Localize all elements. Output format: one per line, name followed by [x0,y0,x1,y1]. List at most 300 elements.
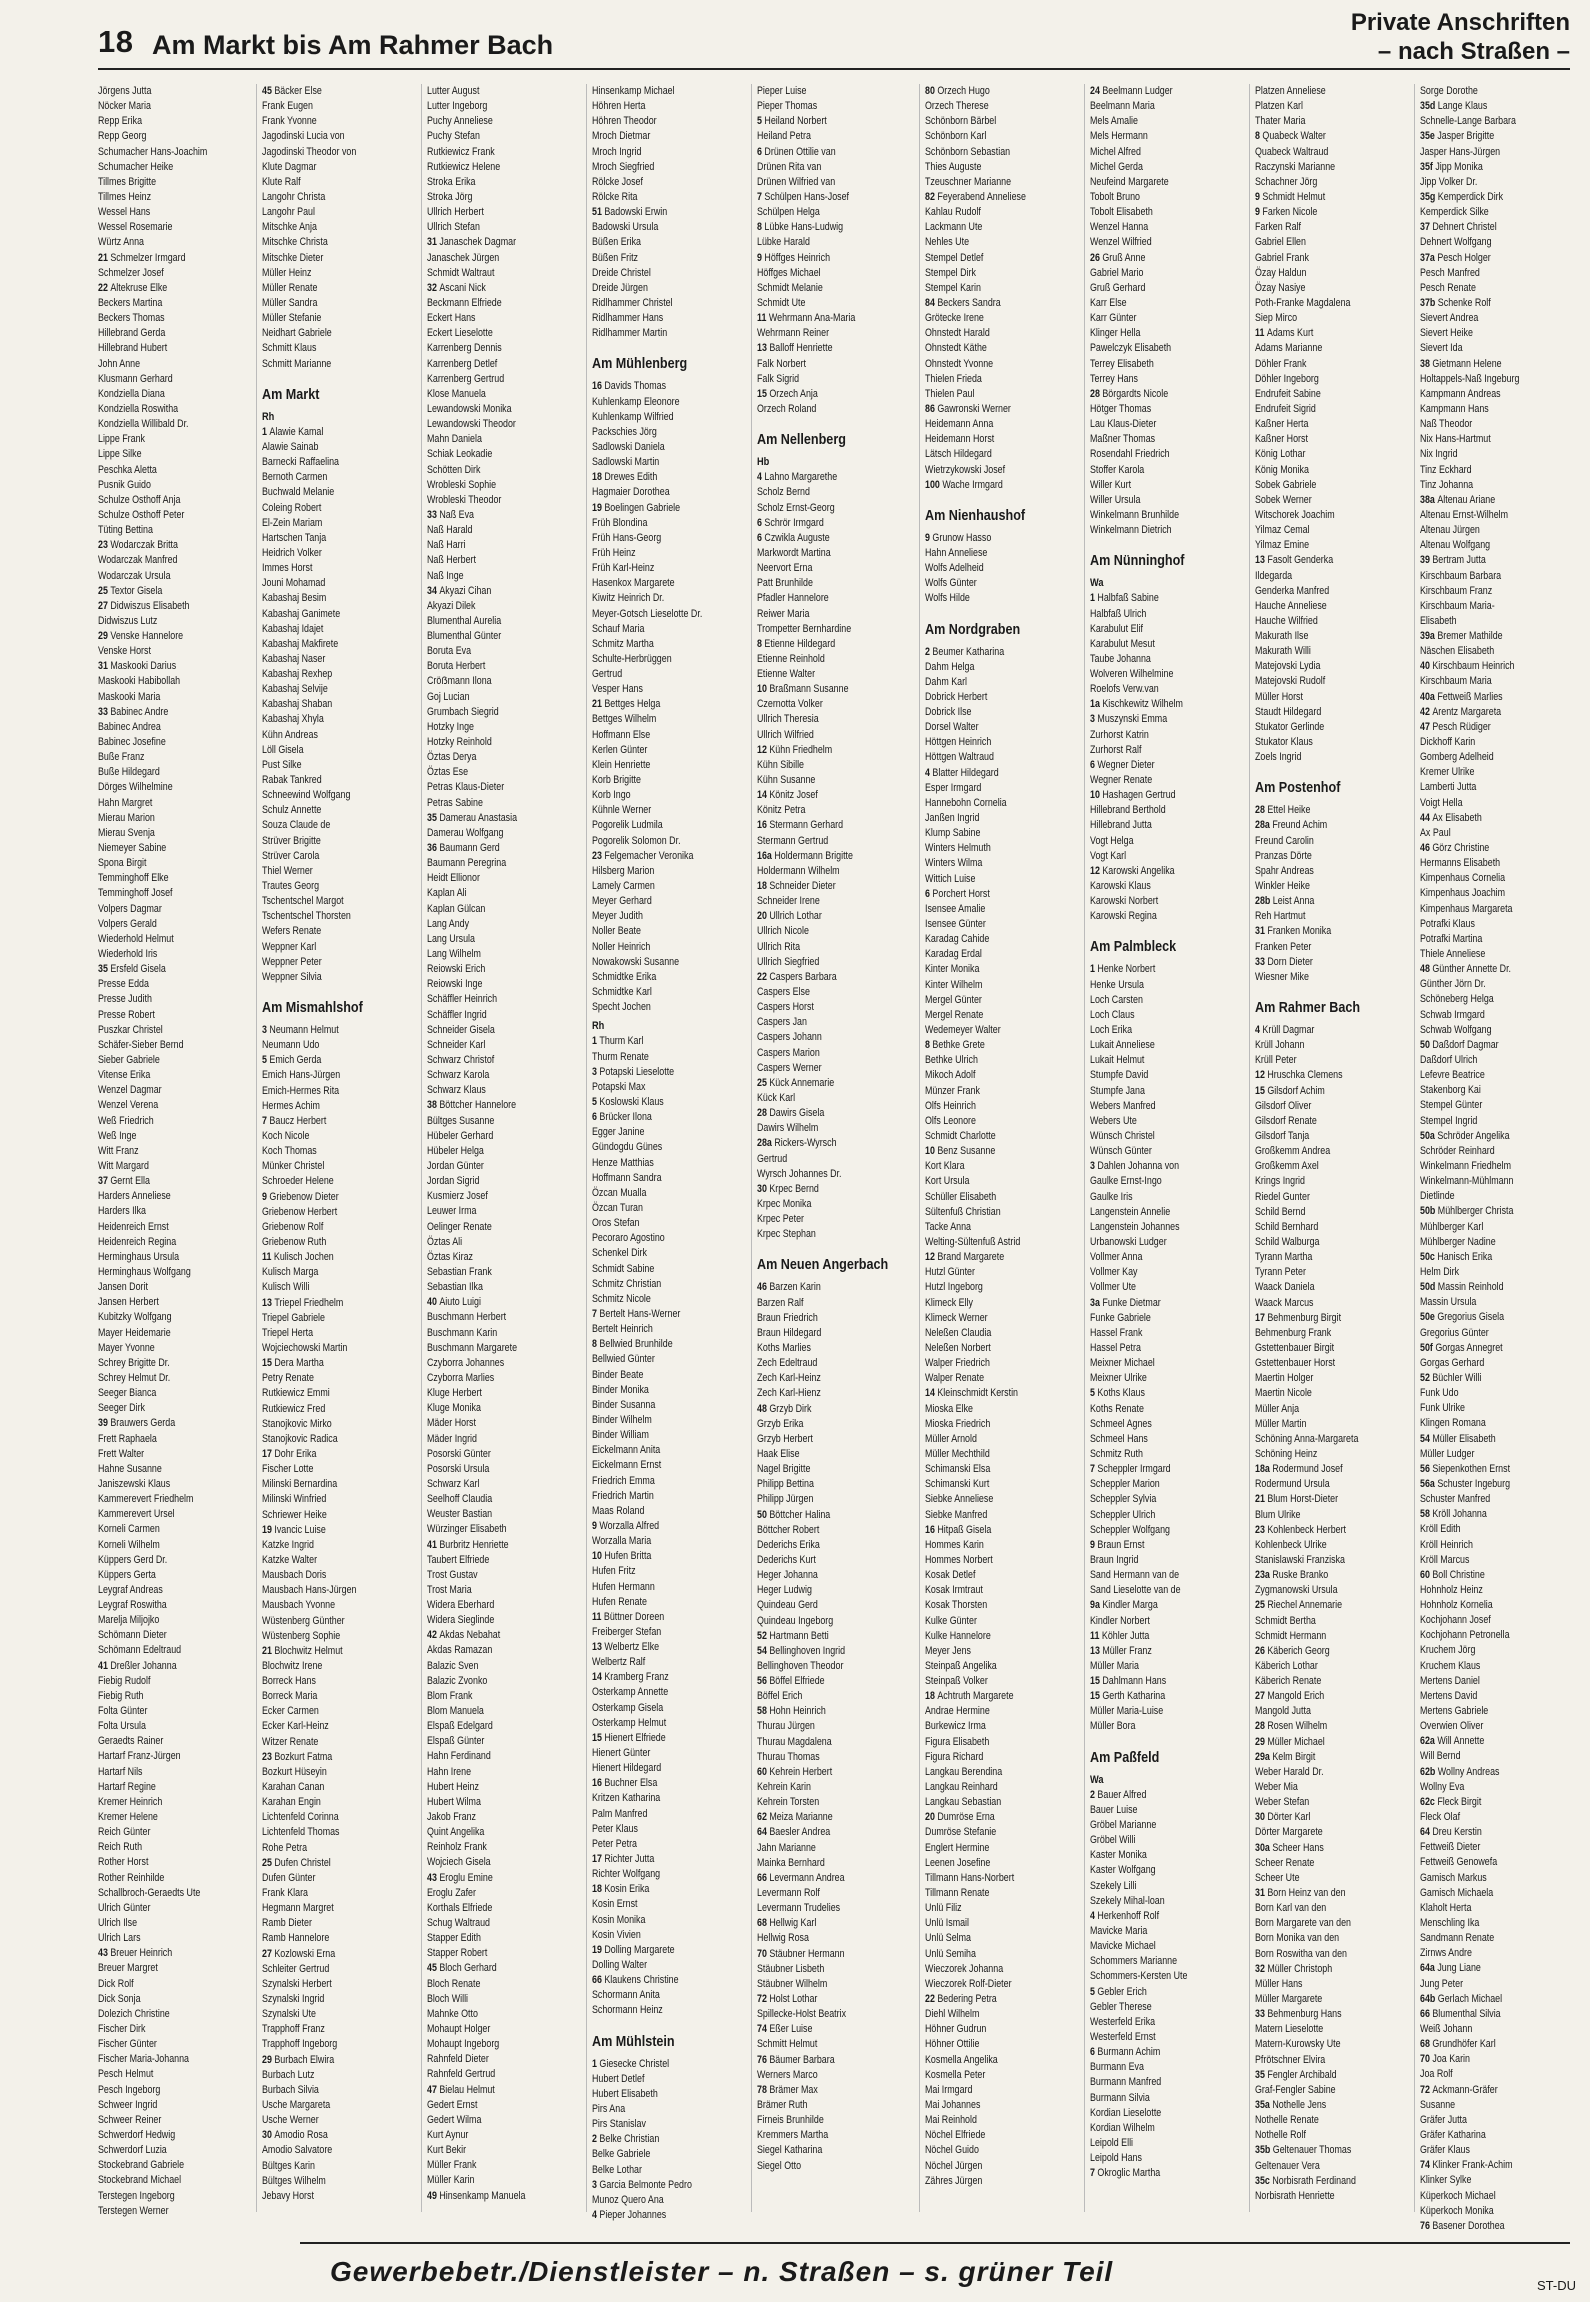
house-number: 35 [427,811,440,824]
resident-entry: Schauf Maria [592,622,645,635]
resident-entry: Schneider Gisela [427,1023,495,1036]
resident-entry: Kluge Monika [427,1402,481,1415]
house-number: 9 [592,1519,600,1532]
resident-entry [757,909,891,924]
resident-entry: Raczynski Marianne [1255,160,1336,173]
resident-entry [262,1023,396,1038]
house-number: 9 [262,1190,270,1203]
resident-name: Klinker Frank-Achim [1432,2159,1513,2172]
resident-entry: Korb Ingo [592,789,631,802]
resident-entry: Löll Gisela [262,743,304,756]
resident-entry: Schmitt Klaus [262,342,317,355]
resident-entry: Babinec Josefine [98,736,166,749]
house-number: 3 [1090,1160,1098,1173]
resident-entry: Posorski Günter [427,1447,491,1460]
resident-entry [592,1065,726,1080]
house-number: 38a [1420,493,1438,506]
resident-entry: Ullrich Theresia [757,713,819,726]
resident-entry: Kirschbaum Franz [1420,584,1493,597]
resident-name: Bellwied Brunhilde [599,1338,673,1351]
resident-entry: Nothelle Rolf [1255,2129,1306,2142]
resident-entry: Meixner Michael [1090,1357,1155,1370]
resident-entry: Funk Ulrike [1420,1402,1466,1415]
resident-entry: Folta Günter [98,1705,148,1718]
resident-name: Kirschbaum Heinrich [1432,660,1515,673]
resident-entry: Jansen Herbert [98,1296,159,1309]
resident-entry [427,811,561,826]
resident-name: Triepel Friedhelm [274,1296,344,1309]
resident-entry: Schroeder Helene [262,1175,334,1188]
resident-entry: Schönborn Sebastian [925,145,1011,158]
resident-name: Fleck Birgit [1437,1795,1482,1808]
resident-entry: Langkau Berendina [925,1765,1003,1778]
resident-entry: Freiberger Stefan [592,1625,662,1638]
house-number: 6 [757,531,765,544]
resident-entry [757,531,891,546]
house-number: 33 [98,705,111,718]
resident-entry: Schug Waltraud [427,1917,490,1930]
house-number: 49 [427,2189,440,2202]
resident-entry: Sebastian Ilka [427,1281,483,1294]
resident-entry [1255,326,1389,341]
resident-entry: Borreck Hans [262,1675,316,1688]
resident-entry: Günther Jörn Dr. [1420,978,1486,991]
house-number: 31 [427,236,440,249]
resident-entry: Tobolt Elisabeth [1090,206,1153,219]
resident-entry: Kritzen Katharina [592,1792,661,1805]
house-number: 68 [1420,2038,1433,2051]
resident-entry: Rölcke Josef [592,175,643,188]
resident-entry: Büßen Erika [592,236,641,249]
resident-entry: Dick Rolf [98,1977,134,1990]
house-number: 56 [757,1675,770,1688]
resident-entry [757,788,891,803]
resident-entry: Lätsch Hildegard [925,448,992,461]
house-number: 2 [592,2133,600,2146]
house-number: 21 [1255,1493,1268,1506]
resident-name: Funke Dietmar [1102,1296,1161,1309]
resident-entry: Westerfeld Erika [1090,2015,1156,2028]
resident-entry: Kaster Monika [1090,1849,1147,1862]
resident-name: Braun Ernst [1097,1538,1145,1551]
resident-entry: Heidt Ellionor [427,872,480,885]
resident-entry [262,1053,396,1068]
resident-entry: Wrobleski Theodor [427,493,502,506]
resident-name: Feyerabend Anneliese [937,190,1026,203]
resident-entry: Buße Franz [98,751,145,764]
resident-entry [1090,1538,1224,1553]
resident-entry: Englert Hermine [925,1841,990,1854]
house-number: 58 [757,1705,770,1718]
resident-entry: Webers Ute [1090,1114,1137,1127]
resident-entry: Dufen Günter [262,1871,316,1884]
resident-name: Krüll Dagmar [1262,1024,1315,1037]
house-number: 1 [592,1035,600,1048]
house-number: 41 [98,1659,111,1672]
resident-entry: Philipp Jürgen [757,1493,814,1506]
resident-entry: Egger Janine [592,1126,645,1139]
street-heading: Am Markt [262,385,320,403]
house-number: 39 [98,1417,111,1430]
house-number: 60 [1420,1568,1433,1581]
resident-entry: Wenzel Verena [98,1099,159,1112]
resident-entry: Menschling Ika [1420,1917,1480,1930]
resident-entry: Rutkiewicz Helene [427,160,501,173]
resident-name: Bremer Mathilde [1437,630,1503,643]
resident-name: Klaukens Christine [604,1974,679,1987]
resident-name: Behmenburg Hans [1267,2008,1342,2021]
resident-entry: Holdermann Wilhelm [757,864,840,877]
resident-entry: Leipold Hans [1090,2152,1142,2165]
resident-entry: Terrey Hans [1090,372,1138,385]
resident-entry: Wüstenberg Günther [262,1614,345,1627]
resident-entry: Schmeel Hans [1090,1432,1148,1445]
resident-entry: Kühn Susanne [757,774,816,787]
house-number: 17 [1255,1311,1268,1324]
resident-entry: Wojciechowski Martin [262,1341,348,1354]
resident-entry: Gaulke Iris [1090,1190,1133,1203]
resident-name: Bäumer Barbara [769,2053,835,2066]
resident-entry: Kulisch Willi [262,1281,310,1294]
resident-entry: Pieper Luise [757,85,807,97]
resident-entry [262,2128,396,2143]
resident-entry: Ridlhammer Hans [592,312,664,325]
resident-entry: Sieber Gabriele [98,1054,160,1066]
resident-entry: Strüver Brigitte [262,834,321,847]
resident-entry [592,205,726,220]
house-number: 58 [1420,1508,1433,1521]
resident-entry: Braun Friedrich [757,1311,818,1324]
resident-entry: Kück Karl [757,1092,796,1104]
resident-name: Ascani Nick [439,281,486,294]
resident-name: Drünen Ottilie van [764,145,836,158]
resident-entry: Mels Amalie [1090,115,1138,128]
resident-entry: Rölcke Rita [592,190,638,203]
resident-entry: Wünsch Christel [1090,1130,1155,1142]
resident-entry [592,697,726,712]
resident-entry: Wenzel Wilfried [1090,236,1152,249]
resident-entry: Korneli Wilhelm [98,1538,160,1551]
resident-entry: Burbach Lutz [262,2068,315,2081]
resident-entry: Kuhlenkamp Wilfried [592,410,674,423]
resident-entry: Waack Marcus [1255,1296,1314,1309]
resident-entry: Wessel Rosemarie [98,221,173,234]
resident-name: Kischkewitz Wilhelm [1102,698,1183,711]
resident-entry: Höffges Michael [757,266,821,279]
resident-entry: Beckers Thomas [98,312,165,325]
resident-entry: Schröder Reinhard [1420,1144,1495,1157]
resident-entry: Korthals Elfriede [427,1901,493,1914]
resident-entry: Ulrich Lars [98,1932,141,1945]
resident-entry: Schmidt Bertha [1255,1614,1316,1627]
resident-entry: Schötten Dirk [427,463,481,476]
resident-entry [925,1992,1059,2007]
resident-entry: Klingen Romana [1420,1417,1486,1430]
house-number: 19 [592,1943,605,1956]
resident-entry: Fischer Lotte [262,1463,314,1476]
house-number: 13 [1255,554,1268,567]
resident-entry: Schild Walburga [1255,1235,1320,1248]
section-heading-line2: – nach Straßen – [1377,38,1570,65]
resident-entry: Mainka Bernhard [757,1856,825,1869]
house-number: 35 [1255,2068,1268,2081]
resident-entry: Bertelt Heinrich [592,1323,653,1336]
resident-entry: Joa Rolf [1420,2068,1453,2081]
resident-entry: Öztas Ese [427,766,469,779]
resident-entry: Jebavy Horst [262,2189,314,2202]
resident-entry [1420,1477,1554,1492]
resident-entry: Wenzel Hanna [1090,221,1149,234]
resident-name: Brücker Ilona [599,1111,652,1124]
resident-entry: Leipold Elli [1090,2137,1134,2149]
resident-entry: Tillmann Hans-Norbert [925,1871,1015,1884]
house-number: 14 [757,789,770,802]
resident-entry: Born Monika van den [1255,1932,1340,1945]
resident-entry: Szynalski Ingrid [262,1993,325,2006]
resident-entry [1420,629,1554,644]
resident-entry: Krüll Peter [1255,1054,1297,1067]
resident-entry: Müller Mechthild [925,1447,990,1460]
resident-entry: Heidenreich Ernst [98,1220,169,1233]
house-number: 30 [1255,1811,1268,1824]
resident-entry: Mayer Heidemarie [98,1326,171,1339]
house-number: 46 [1420,842,1433,855]
resident-entry [925,1386,1059,1401]
resident-entry: Schmitz Ruth [1090,1447,1143,1460]
resident-name: Rodermund Josef [1272,1463,1343,1476]
resident-name: Büttner Doreen [603,1610,665,1623]
resident-entry: Gräfer Klaus [1420,2144,1470,2157]
resident-entry: Seeger Bianca [98,1387,157,1400]
resident-entry: Küperkoch Monika [1420,2204,1494,2217]
resident-name: Henke Norbert [1097,963,1156,976]
resident-name: Daßdorf Dagmar [1432,1038,1499,1051]
resident-entry: Gaulke Ernst-Ingo [1090,1175,1162,1188]
resident-entry: Schuster Manfred [1420,1493,1491,1506]
resident-entry: Isensee Günter [925,918,986,931]
resident-entry: Weß Friedrich [98,1114,154,1127]
resident-entry: Pieper Thomas [757,100,818,113]
resident-entry [592,2208,726,2223]
resident-entry [757,637,891,652]
resident-entry [1420,841,1554,856]
resident-entry [757,818,891,833]
resident-entry: Boruta Eva [427,645,472,658]
house-number: 17 [262,1447,275,1460]
resident-name: Schneider Dieter [769,880,836,893]
resident-entry: Wrobleski Sophie [427,478,497,491]
resident-entry: Hubert Elisabeth [592,2087,658,2100]
resident-entry: Barnecki Raffaelina [262,456,340,469]
resident-entry [1090,2166,1224,2181]
resident-name: Hruschka Clemens [1267,1069,1343,1082]
resident-entry [592,2132,726,2147]
resident-name: Ax Elisabeth [1432,811,1482,824]
resident-entry: Klinger Hella [1090,327,1141,340]
resident-entry: Kulke Hannelore [925,1629,991,1642]
resident-name: Blum Horst-Dieter [1267,1493,1339,1506]
house-number: 70 [757,1947,770,1960]
house-number: 40 [427,1296,440,1309]
resident-name: Geltenauer Thomas [1272,2144,1352,2157]
resident-entry: Drünen Rita van [757,160,822,173]
resident-name: Garcia Belmonte Pedro [599,2178,692,2191]
resident-entry: Ildegarda [1255,569,1293,582]
resident-name: Damerau Anastasia [439,811,518,824]
street-heading: Am Nordgraben [925,620,1021,638]
resident-name: Müller Elisabeth [1432,1432,1496,1445]
page-number: 18 [98,24,134,59]
resident-entry [1420,690,1554,705]
resident-entry: Sobek Gabriele [1255,478,1317,491]
resident-entry: Jahn Marianne [757,1841,816,1854]
resident-entry: Cröẞmann Ilona [427,675,492,688]
resident-entry: Bloch Willi [427,1992,469,2005]
resident-name: Schröder Angelika [1437,1129,1510,1142]
resident-entry: Kaßner Horst [1255,433,1308,446]
resident-entry: Buschmann Margarete [427,1341,518,1354]
resident-entry: Endrufeit Sabine [1255,387,1321,400]
resident-entry [1420,1204,1554,1219]
resident-entry: Bernoth Carmen [262,471,328,484]
resident-entry: Klute Ralf [262,175,301,188]
resident-entry: Naß Herbert [427,554,476,567]
resident-entry [1090,1674,1224,1689]
resident-entry [1090,712,1224,727]
resident-entry [1255,1023,1389,1038]
resident-name: Burbritz Henriette [439,1538,509,1551]
resident-entry: Amodio Salvatore [262,2144,333,2157]
resident-entry [925,887,1059,902]
resident-entry: Schormann Heinz [592,2004,663,2017]
footer-code: ST-DU [1537,2278,1576,2293]
resident-entry: Hermes Achim [262,1099,320,1112]
resident-entry: Kindler Norbert [1090,1614,1150,1627]
resident-entry: Burkewicz Irma [925,1720,986,1733]
resident-entry: Ridlhammer Christel [592,296,673,309]
house-number: 39a [1420,630,1438,643]
house-number: 50e [1420,1311,1438,1324]
resident-entry: Kemperdick Silke [1420,206,1489,219]
resident-entry [98,1946,232,1961]
house-number: 13 [262,1296,275,1309]
resident-entry: Michel Alfred [1090,145,1141,158]
resident-entry: Lippe Frank [98,433,146,446]
resident-entry: Ullrich Nicole [757,925,809,938]
resident-entry: Özcan Mualla [592,1186,647,1199]
resident-entry: Petras Klaus-Dieter [427,781,505,794]
house-number: 1 [262,425,270,438]
house-number: 84 [925,296,938,309]
resident-entry: Pusnik Guido [98,478,151,491]
resident-entry [1090,84,1224,99]
resident-name: Breuer Heinrich [110,1947,173,1960]
resident-entry: Dederichs Kurt [757,1553,816,1566]
resident-entry [592,501,726,516]
resident-entry: Poth-Franke Magdalena [1255,296,1351,309]
resident-name: Büchler Willi [1432,1371,1482,1384]
house-number: 28 [757,1107,770,1120]
resident-entry: Boruta Herbert [427,660,486,673]
resident-entry: Krüll Johann [1255,1039,1305,1052]
resident-name: Quabeck Walter [1262,130,1326,143]
resident-entry: Heiland Petra [757,130,811,143]
resident-entry: Karabulut Elif [1090,622,1143,635]
resident-entry: Ramb Hannelore [262,1932,330,1945]
resident-entry: Gilsdorf Tanja [1255,1130,1310,1142]
resident-entry: Gregorius Günter [1420,1326,1489,1339]
resident-entry: Karahan Engin [262,1796,321,1809]
resident-entry: Borreck Maria [262,1690,318,1703]
house-number: 66 [592,1974,605,1987]
resident-entry: Öztas Kiraz [427,1250,473,1263]
resident-entry: Blum Ulrike [1255,1508,1301,1521]
resident-entry: Niemeyer Sabine [98,842,167,855]
resident-name: Lübke Hans-Ludwig [764,221,844,234]
resident-name: Griebenow Dieter [269,1190,339,1203]
resident-entry [262,1523,396,1538]
resident-entry: Kabashaj Shaban [262,698,333,711]
resident-entry: Gröbel Marianne [1090,1819,1157,1832]
resident-entry: Etienne Reinhold [757,652,825,665]
house-number: 29 [262,2053,275,2066]
resident-entry: Goj Lucian [427,690,470,703]
house-number: 7 [757,190,765,203]
resident-entry: Noller Heinrich [592,940,651,953]
resident-entry: Jung Peter [1420,1977,1464,1990]
resident-entry: Stempel Ingrid [1420,1114,1478,1127]
resident-entry [592,1882,726,1897]
resident-entry: Puchy Stefan [427,130,480,143]
resident-entry [98,1174,232,1189]
resident-entry: Mels Hermann [1090,130,1148,143]
resident-entry [757,1136,891,1151]
house-number: 8 [592,1338,600,1351]
resident-entry: Werners Marco [757,2068,818,2081]
resident-name: Altekruse Elke [110,281,168,294]
resident-entry: Thiele Anneliese [1420,948,1486,961]
resident-entry: Herminghaus Ursula [98,1250,180,1263]
resident-entry: Kuhlenkamp Eleonore [592,395,680,408]
resident-name: Dahlmann Hans [1102,1675,1167,1688]
resident-name: Alawie Kamal [269,425,324,438]
resident-entry: Wefers Renate [262,925,322,938]
district-code: Rh [592,1020,605,1033]
resident-entry: Widera Eberhard [427,1599,495,1612]
resident-entry: Binder Beate [592,1368,644,1381]
resident-entry: Pesch Helmut [98,2068,154,2081]
resident-entry: Katzke Ingrid [262,1538,314,1551]
house-number: 51 [592,206,605,219]
resident-entry: Leenen Josefine [925,1856,991,1869]
resident-entry: Trompetter Bernhardine [757,622,852,635]
house-number: 56 [1420,1462,1433,1475]
resident-entry: Lewandowski Theodor [427,418,516,431]
resident-entry [592,1034,726,1049]
resident-entry: Dick Sonja [98,1992,141,2005]
house-number: 32 [1255,1962,1268,1975]
resident-name: Porchert Horst [932,887,990,900]
resident-entry: Reich Günter [98,1826,151,1839]
resident-entry: Müller Maria-Luise [1090,1705,1164,1718]
resident-entry [1420,811,1554,826]
resident-entry [427,2083,561,2098]
house-number: 41 [427,1538,440,1551]
resident-entry: Schmidt Charlotte [925,1130,996,1142]
resident-entry: Gertrud [757,1152,788,1165]
resident-entry: Spillecke-Holst Beatrix [757,2008,847,2021]
resident-name: Brauwers Gerda [110,1417,176,1430]
